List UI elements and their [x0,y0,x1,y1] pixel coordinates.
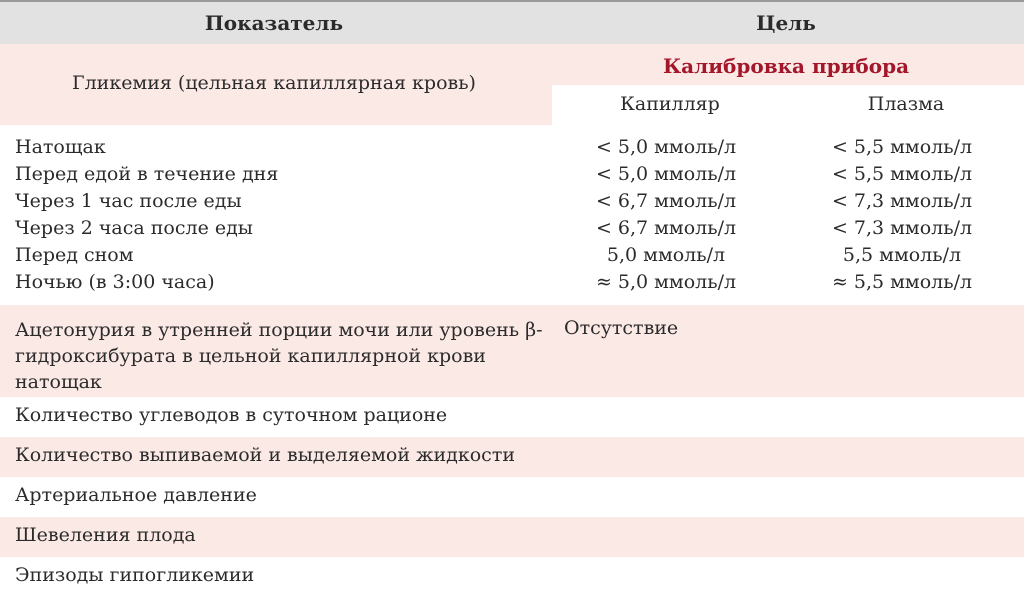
header-indicator: Показатель [204,11,344,35]
header-target: Цель [756,11,816,35]
table-row [0,244,1024,271]
capillary-value: < 5,0 ммоль/л [595,163,737,185]
plasma-value: < 5,5 ммоль/л [831,136,973,158]
row-label: Эпизоды гипогликемии [15,564,255,586]
plasma-column-label: Плазма [867,93,945,115]
plasma-value: < 7,3 ммоль/л [831,190,973,212]
table-row [0,437,1024,477]
capillary-value: 5,0 ммоль/л [606,244,726,266]
table-row [0,397,1024,437]
acetonuria-value: Отсутствие [564,317,679,339]
row-label: Количество выпиваемой и выделяемой жидкости [15,444,516,466]
capillary-value: ≈ 5,0 ммоль/л [595,271,737,293]
glycemia-label: Гликемия (цельная капиллярная кровь) [72,72,476,94]
plasma-value: 5,5 ммоль/л [842,244,962,266]
table-row [0,271,1024,298]
calibration-columns [552,85,1024,125]
plasma-value: < 7,3 ммоль/л [831,217,973,239]
calibration-label: Калибровка прибора [662,54,910,78]
plasma-value: < 5,5 ммоль/л [831,163,973,185]
table-row [0,477,1024,517]
plasma-value: ≈ 5,5 ммоль/л [831,271,973,293]
row-label: Артериальное давление [15,484,257,506]
row-label: Через 2 часа после еды [15,217,253,239]
table-row [0,217,1024,244]
acetonuria-label: Ацетонурия в утренней порции мочи или уровень β-гидроксибурата в цельной капиллярной крови натощак [15,319,543,393]
acetonuria-row [0,305,1024,397]
row-label: Перед едой в течение дня [15,163,279,185]
table-row [0,136,1024,163]
capillary-column-label: Капилляр [620,93,720,115]
capillary-value: < 6,7 ммоль/л [595,217,737,239]
row-label: Шевеления плода [15,524,196,546]
row-label: Перед сном [15,244,134,266]
capillary-value: < 5,0 ммоль/л [595,136,737,158]
row-label: Количество углеводов в суточном рационе [15,404,448,426]
table-header [0,0,1024,44]
table-row [0,517,1024,557]
row-label: Натощак [15,136,106,158]
glycemia-rows [0,125,1024,305]
capillary-value: < 6,7 ммоль/л [595,190,737,212]
row-label: Через 1 час после еды [15,190,242,212]
table-row [0,557,1024,597]
row-label: Ночью (в 3:00 часа) [15,271,215,293]
table-row [0,190,1024,217]
table-row [0,163,1024,190]
